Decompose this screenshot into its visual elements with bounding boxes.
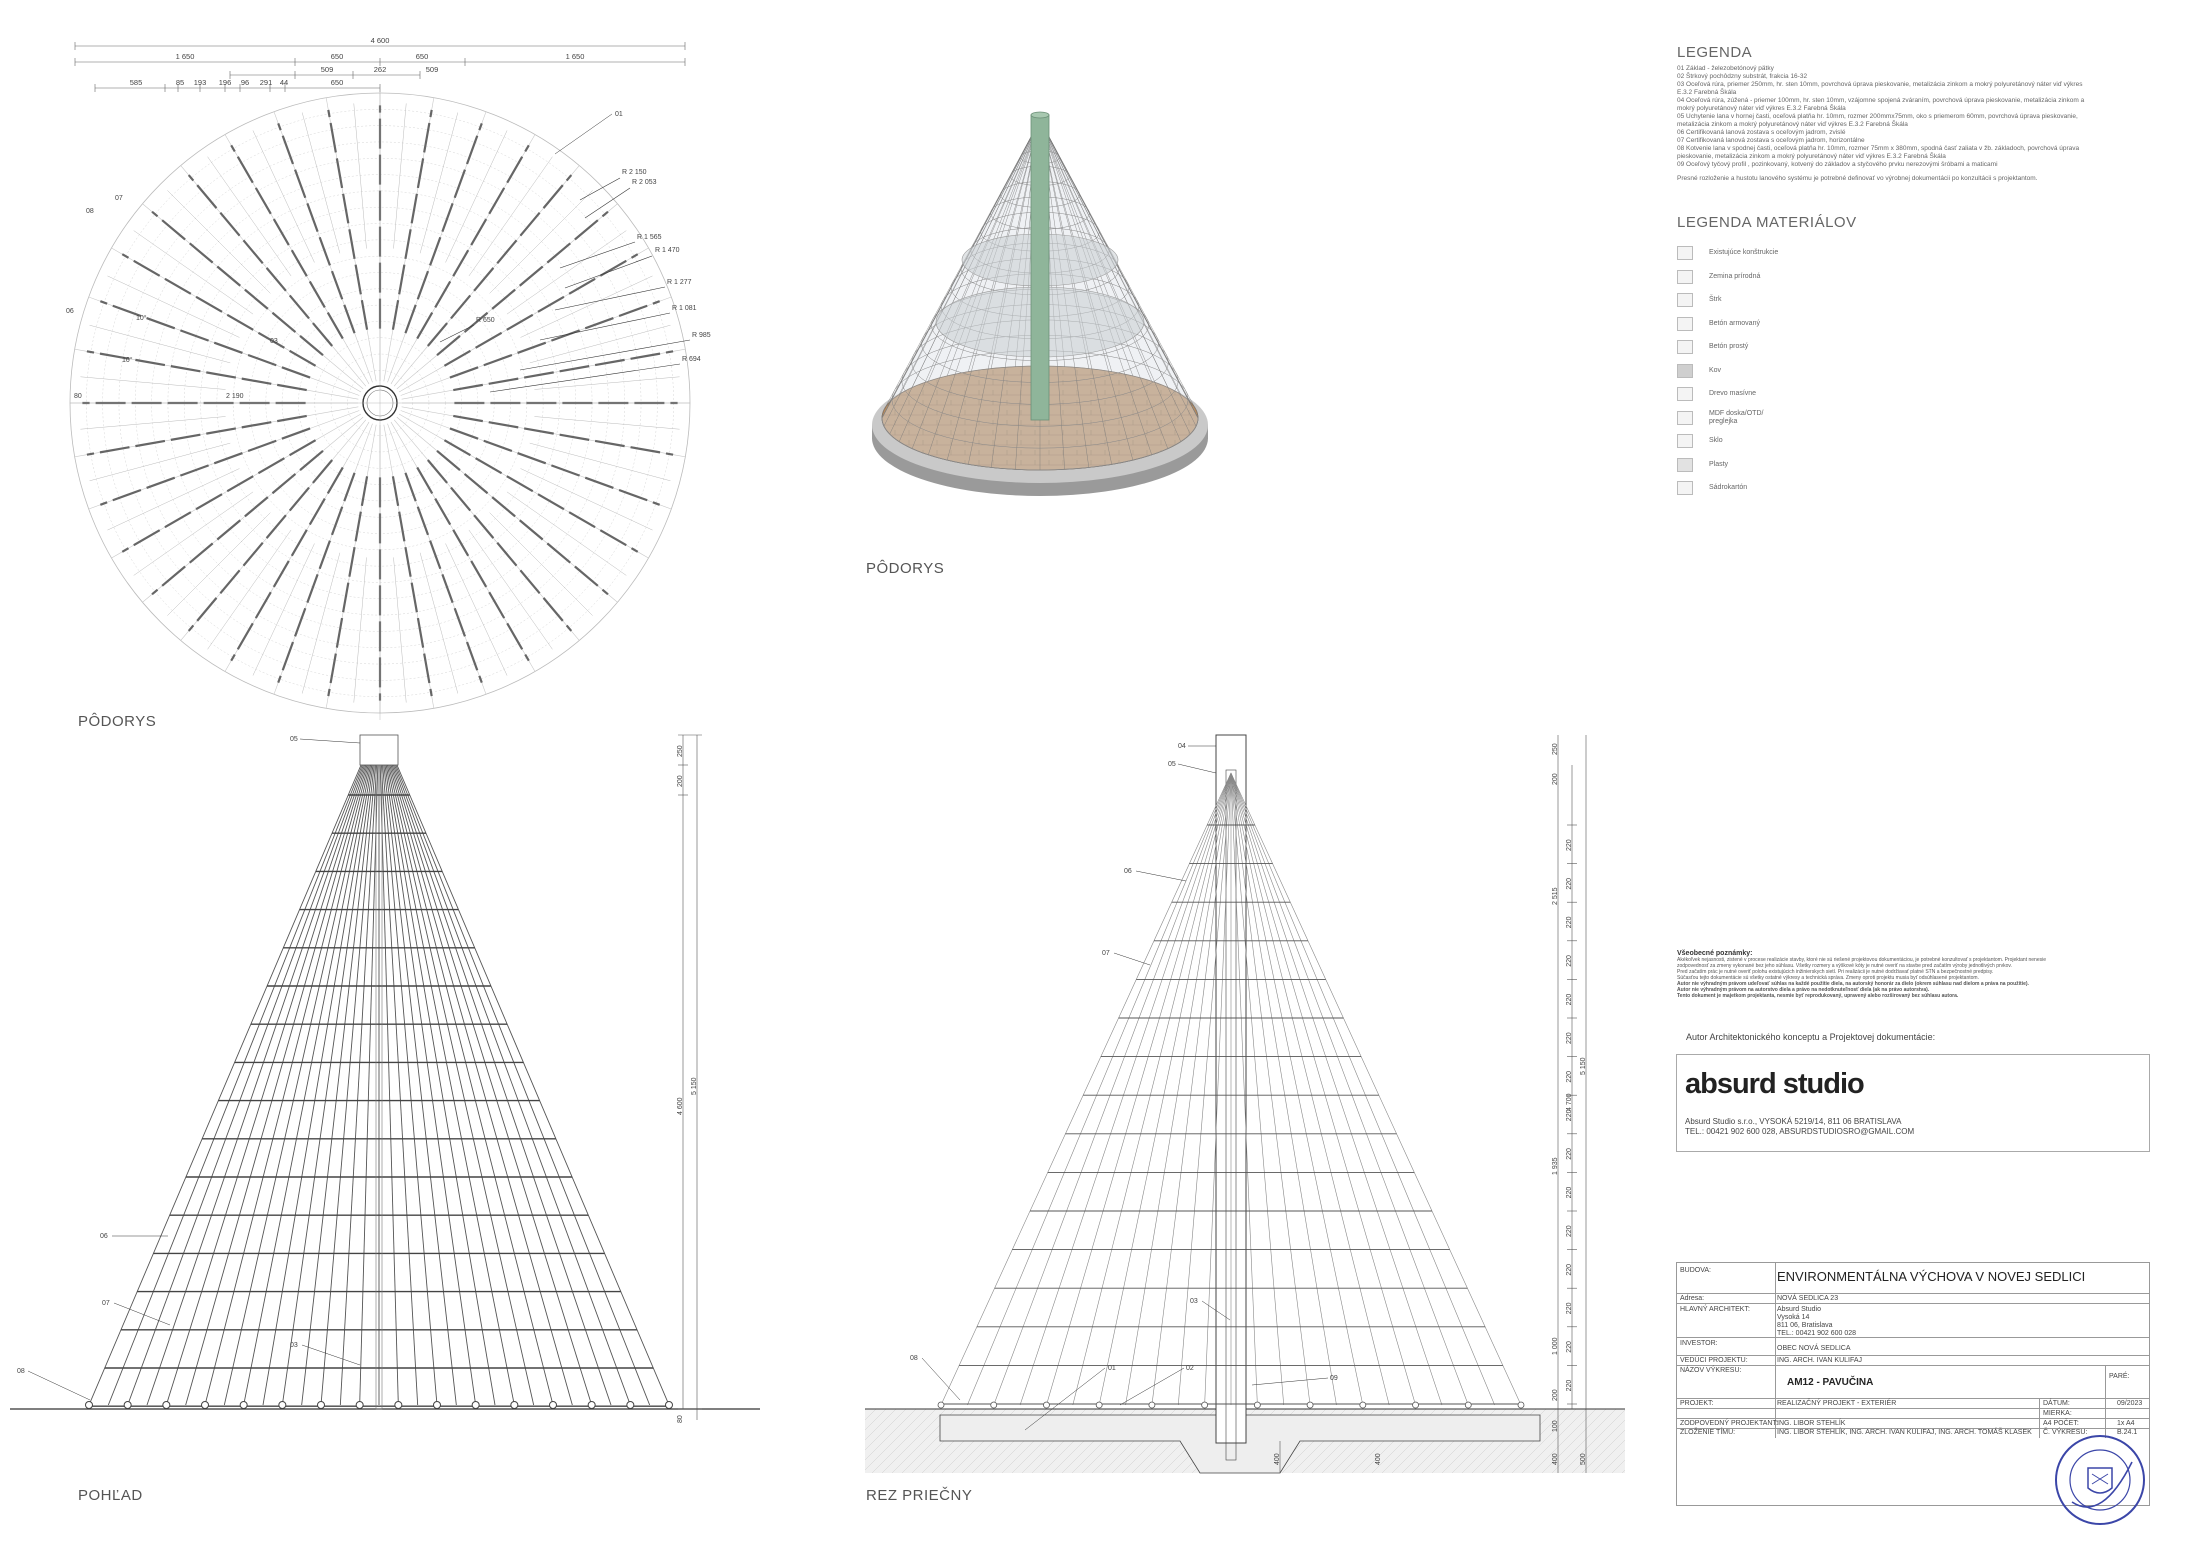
- sect-inner-dim: 220: [1566, 1070, 1573, 1083]
- sect-inner-dim: 220: [1566, 1341, 1573, 1353]
- material-row: [1677, 245, 1778, 261]
- sect-dim: 4 700: [1566, 1093, 1573, 1111]
- legend-panel: [1677, 44, 2157, 183]
- plan-drawing: [40, 20, 730, 720]
- sect-dim: 100: [1552, 1420, 1559, 1432]
- drawing-number: B.24.1: [2117, 1429, 2138, 1436]
- plan-dim: 1 650: [175, 52, 195, 61]
- materials-title: LEGENDA MATERIÁLOV: [1677, 214, 1857, 231]
- drawing-name: AM12 - PAVUČINA: [1787, 1377, 1874, 1388]
- architect-line: Absurd Studio: [1777, 1306, 1821, 1313]
- material-swatch: [1677, 458, 1693, 472]
- material-swatch: [1677, 293, 1693, 307]
- material-label: Kov: [1709, 366, 1722, 374]
- angle-label: 10°: [136, 315, 147, 322]
- materials-panel: [1677, 214, 1977, 231]
- sect-inner-dim: 220: [1566, 1148, 1573, 1160]
- note-line: Akékoľvek nejasnosti, zistené v procese realizácie stavby, ktoré nie sú riešené projektovou dokumentáciou, je potrebné konzultovať s projektantom. Projektant nenesie: [1677, 957, 2046, 963]
- callout-01: 01: [1108, 1365, 1116, 1372]
- legend-item: 01 Základ - železobetónový pätky: [1677, 65, 1774, 72]
- investor: OBEC NOVÁ SEDLICA: [1777, 1345, 1851, 1352]
- legend-item: 09 Oceľový tyčový profil , pozinkovaný, kotvený do základov a styčového prvku nerezovými šróbami a maticami: [1677, 161, 1998, 168]
- author-label: Autor Architektonického konceptu a Projektovej dokumentácie:: [1686, 1032, 1936, 1042]
- material-swatch: [1677, 364, 1693, 378]
- section-title: REZ PRIEČNY: [866, 1487, 973, 1504]
- axon-drawing: [860, 100, 1240, 520]
- elev-dim: 200: [677, 775, 684, 787]
- author-box: [1676, 1054, 2150, 1152]
- legend-item: metalizácia zinkom a mokrý polyuretánový náter viď výkres E.3.2 Farebná Škála: [1677, 121, 1908, 128]
- label-veduci: VEDÚCI PROJEKTU:: [1680, 1357, 1748, 1364]
- studio-logo: absurd studio: [1685, 1068, 1864, 1100]
- elevation-drawing: [0, 725, 770, 1445]
- callout-06: 06: [1124, 868, 1132, 875]
- plan-dim: 650: [330, 52, 344, 61]
- legend-note: Presné rozloženie a hustotu lanového systému je potrebné definovať vo výrobnej dokumentácii po konzultácii s projektantom.: [1677, 175, 2038, 182]
- callout-03: 03: [270, 338, 278, 345]
- material-row: [1677, 363, 1721, 379]
- responsible: ING. LIBOR STEHLÍK: [1777, 1420, 1846, 1427]
- plan-dim: 650: [415, 52, 429, 61]
- radius-label: R 2 150: [622, 169, 647, 176]
- label-cislo: Č. VÝKRESU:: [2043, 1429, 2088, 1436]
- plan-dim: 96: [240, 78, 250, 87]
- sect-dim: 1 935: [1552, 1157, 1559, 1175]
- plan-radial-grid: [70, 90, 690, 720]
- legend-lines: [1677, 65, 2157, 169]
- plan-dim: 193: [193, 78, 207, 87]
- a4-count: 1x A4: [2117, 1420, 2135, 1427]
- sect-dim: 250: [1552, 743, 1559, 755]
- material-row: [1677, 316, 1760, 332]
- callout-05: 05: [1168, 761, 1176, 768]
- project-phase: REALIZAČNÝ PROJEKT - EXTERIÉR: [1777, 1400, 1897, 1407]
- plan-dim: 196: [218, 78, 232, 87]
- material-swatch: [1677, 246, 1693, 260]
- material-label: Zemina prírodná: [1709, 272, 1761, 280]
- small-dim: 80: [74, 393, 82, 400]
- material-label: Existujúce konštrukcie: [1709, 249, 1779, 256]
- material-swatch: [1677, 387, 1693, 401]
- legend-item: mokrý polyuretánový náter viď výkres E.3.2 Farebná Škála: [1677, 105, 1846, 112]
- callout-07: 07: [1102, 950, 1110, 957]
- sect-dim: 400: [1375, 1453, 1382, 1465]
- radius-dim: 2 190: [226, 393, 244, 400]
- project-name: ENVIRONMENTÁLNA VÝCHOVA V NOVEJ SEDLICI: [1777, 1269, 2086, 1284]
- material-label: Sádrokartón: [1709, 484, 1748, 491]
- label-budova: BUDOVA:: [1680, 1267, 1711, 1274]
- material-row: [1677, 433, 1723, 449]
- radius-label: R 1 470: [655, 247, 680, 254]
- legend-item: 08 Kotvenie lana v spodnej časti, oceľová platňa hr. 10mm, rozmer 75mm x 380mm, spodná časť zaliata v žb. základoch, povrchová úprava: [1677, 145, 2080, 152]
- label-nazov: NÁZOV VÝKRESU:: [1680, 1367, 1742, 1374]
- legend-title: LEGENDA: [1677, 44, 1753, 61]
- elev-dim: 4 600: [677, 1097, 684, 1115]
- sect-dim: 200: [1552, 773, 1559, 785]
- engineer-stamp: [2052, 1432, 2148, 1528]
- note-line: Tento dokument je majetkom projektanta, nesmie byť reprodukovaný, upravený alebo rozširovaný bez súhlasu autora.: [1677, 993, 1959, 999]
- sect-dim: 5 150: [1580, 1057, 1587, 1075]
- note-line: Autor nie výhradným právom na autorstvo diela a právo na nedotknuteľnosť diela (ak na právo autorstva).: [1677, 987, 1930, 993]
- architect-line: 811 06, Bratislava: [1777, 1322, 1833, 1329]
- sect-inner-dim: 220: [1566, 1032, 1573, 1044]
- callout-08: 08: [86, 208, 94, 215]
- elev-dim: 5 150: [691, 1077, 698, 1095]
- material-swatch: [1677, 411, 1693, 425]
- architect-line: Vysoká 14: [1777, 1314, 1810, 1321]
- label-projekt: PROJEKT:: [1680, 1400, 1714, 1407]
- material-label: Plasty: [1709, 460, 1729, 468]
- callout-09: 09: [1330, 1375, 1338, 1382]
- elevation-title: POHĽAD: [78, 1487, 143, 1504]
- material-label: Štrk: [1709, 296, 1722, 303]
- plan-dim: 650: [330, 78, 344, 87]
- sect-inner-dim: 220: [1566, 955, 1573, 967]
- address: NOVÁ SEDLICA 23: [1777, 1295, 1839, 1302]
- legend-item: 07 Certifikovaná lanová zostava s oceľovým jadrom, horizontálne: [1677, 137, 1865, 144]
- plan-dim: 1 650: [565, 52, 585, 61]
- sect-inner-dim: 220: [1566, 1302, 1573, 1315]
- legend-item: 06 Certifikovaná lanová zostava s oceľovým jadrom, zvislé: [1677, 129, 1846, 136]
- legend-item: 05 Uchytenie lana v hornej časti, oceľová platňa hr. 10mm, rozmer 200mmx75mm, oko s priemerom 60mm, povrchová úprava pieskovanie,: [1677, 113, 2078, 120]
- callout-06: 06: [66, 308, 74, 315]
- note-line: Súčasťou tejto dokumentácie sú všetky ostatné výkresy a technická správa. Zmeny oproti projektu musia byť odsúhlasené projektantom.: [1677, 975, 1979, 981]
- material-label: Drevo masívne: [1709, 390, 1757, 397]
- note-line: Autor nie výhradným právom udeľovať súhlas na každé použitie diela, na autorský honorár za dielo (okrem súhlasu nad dielom a práva na použitie).: [1677, 981, 2029, 987]
- callout-03: 03: [290, 1342, 298, 1349]
- callout-07: 07: [102, 1300, 110, 1307]
- radius-label: R 694: [682, 356, 701, 363]
- section-drawing: [860, 725, 1640, 1485]
- note-line: zodpovednosť za zmeny vykonané bez jeho súhlasu. Všetky rozmery a výškové kóty je nutné overiť na stavbe pred začatím výroby jednotlivých prvkov.: [1677, 963, 2012, 969]
- legend-item: E.3.2 Farebná Škála: [1677, 89, 1737, 96]
- material-swatch: [1677, 270, 1693, 284]
- material-label: Sklo: [1709, 437, 1723, 444]
- label-tim: ZLOŽENIE TÍMU:: [1680, 1429, 1736, 1436]
- plan-dim-total: 4 600: [370, 36, 390, 45]
- material-row: [1677, 480, 1747, 496]
- label-a4: A4 POČET:: [2043, 1420, 2079, 1427]
- material-row: [1677, 339, 1748, 355]
- label-investor: INVESTOR:: [1680, 1340, 1718, 1347]
- sect-dim: 200: [1552, 1389, 1559, 1401]
- radius-label: R 1 277: [667, 279, 692, 286]
- radius-label: R 2 053: [632, 179, 657, 186]
- sect-inner-dim: 220: [1566, 916, 1573, 929]
- material-label: MDF doska/OTD/ preglejka: [1709, 409, 1764, 425]
- material-row: [1677, 386, 1756, 402]
- sect-dim: 1 000: [1552, 1337, 1559, 1355]
- callout-05: 05: [290, 736, 298, 743]
- note-line: Pred začatím prác je nutné overiť polohu existujúcich inžinierskych sietí. Pri realizácii je nutné dodržiavať platné STN a bezpečnostné predpisy.: [1677, 969, 1994, 975]
- plan-dim: 262: [373, 65, 387, 74]
- sect-inner-dim: 220: [1566, 1109, 1573, 1122]
- radius-label: R 650: [476, 317, 495, 324]
- axon-title: PÔDORYS: [866, 560, 945, 577]
- sect-inner-dim: 220: [1566, 877, 1573, 890]
- callout-02: 02: [1186, 1365, 1194, 1372]
- legend-item: pieskovanie, metalizácia zinkom a mokrý polyuretánový náter viď výkres E.3.2 Farebná Škála: [1677, 153, 1946, 160]
- sect-inner-dim: 220: [1566, 1186, 1573, 1199]
- sect-inner-dim: 220: [1566, 993, 1573, 1006]
- label-datum: DÁTUM:: [2043, 1400, 2070, 1407]
- material-swatch: [1677, 317, 1693, 331]
- sect-dim: 500: [1580, 1453, 1587, 1465]
- label-mierka: MIERKA:: [2043, 1410, 2072, 1417]
- material-swatch: [1677, 340, 1693, 354]
- material-label: Betón armovaný: [1709, 319, 1760, 327]
- architect-line: TEL.: 00421 902 600 028: [1777, 1330, 1857, 1337]
- general-notes: [1677, 950, 2157, 999]
- sect-dim: 2 515: [1552, 887, 1559, 905]
- callout-06: 06: [100, 1233, 108, 1240]
- material-swatch: [1677, 434, 1693, 448]
- sect-dim: 400: [1552, 1453, 1559, 1465]
- notes-title: Všeobecné poznámky:: [1677, 950, 1753, 957]
- material-swatch: [1677, 481, 1693, 495]
- elev-dim: 250: [677, 745, 684, 757]
- legend-item: 04 Oceľová rúra, zúžená - priemer 100mm, hr. sten 10mm, vzájomne spojená zváraním, povrchová úprava pieskovanie, metalizácia zinkom a: [1677, 97, 2085, 104]
- label-architekt: HLAVNÝ ARCHITEKT:: [1680, 1306, 1750, 1313]
- studio-address: Absurd Studio s.r.o., VYSOKÁ 5219/14, 811 06 BRATISLAVA: [1685, 1117, 1902, 1126]
- sect-inner-dim: 220: [1566, 839, 1573, 851]
- callout-08: 08: [910, 1355, 918, 1362]
- plan-dim: 509: [320, 65, 334, 74]
- project-lead: ING. ARCH. IVAN KULIFAJ: [1777, 1357, 1863, 1364]
- plan-dim: 585: [129, 78, 143, 87]
- radius-label: R 985: [692, 332, 711, 339]
- material-row: [1677, 410, 1763, 426]
- radius-label: R 1 565: [637, 234, 662, 241]
- label-pare: PARÉ:: [2109, 1373, 2130, 1380]
- callout-03: 03: [1190, 1298, 1198, 1305]
- callout-01: 01: [615, 111, 623, 118]
- sect-inner-dim: 220: [1566, 1225, 1573, 1237]
- materials-list: [1677, 245, 1977, 505]
- date: 09/2023: [2117, 1400, 2143, 1407]
- label-zodp: ZODPOVEDNÝ PROJEKTANT:: [1680, 1420, 1778, 1427]
- angle-label: 10°: [122, 357, 133, 364]
- callout-04: 04: [1178, 743, 1186, 750]
- notes-lines: [1677, 957, 2157, 999]
- legend-item: 02 Štrkový pochôdzny substrát, frakcia 16-32: [1677, 73, 1808, 80]
- plan-title: PÔDORYS: [78, 713, 157, 730]
- material-row: [1677, 269, 1760, 285]
- team: ING. LIBOR STEHLÍK, ING. ARCH. IVAN KULIFAJ, ING. ARCH. TOMÁŠ KLASEK: [1777, 1429, 2032, 1436]
- material-label: Betón prostý: [1709, 343, 1749, 350]
- plan-dim: 509: [425, 65, 439, 74]
- callout-07: 07: [115, 195, 123, 202]
- callout-08: 08: [17, 1368, 25, 1375]
- elev-dim: 80: [677, 1415, 684, 1423]
- material-row: [1677, 457, 1728, 473]
- plan-dim: 44: [279, 78, 289, 87]
- plan-dim: 291: [259, 78, 273, 87]
- sect-dim: 400: [1274, 1453, 1281, 1465]
- legend-item: 03 Oceľová rúra, priemer 250mm, hr. sten 10mm, povrchová úprava pieskovanie, metalizácia zinkom a mokrý polyuretánový náter viď výkres: [1677, 81, 2083, 88]
- sect-inner-dim: 220: [1566, 1263, 1573, 1276]
- material-row: [1677, 292, 1721, 308]
- label-adresa: Adresa:: [1680, 1295, 1705, 1302]
- plan-dim: 85: [175, 78, 185, 87]
- studio-contact: TEL.: 00421 902 600 028, ABSURDSTUDIOSRO@GMAIL.COM: [1685, 1127, 1915, 1136]
- sect-inner-dim: 220: [1566, 1379, 1573, 1392]
- radius-label: R 1 081: [672, 305, 697, 312]
